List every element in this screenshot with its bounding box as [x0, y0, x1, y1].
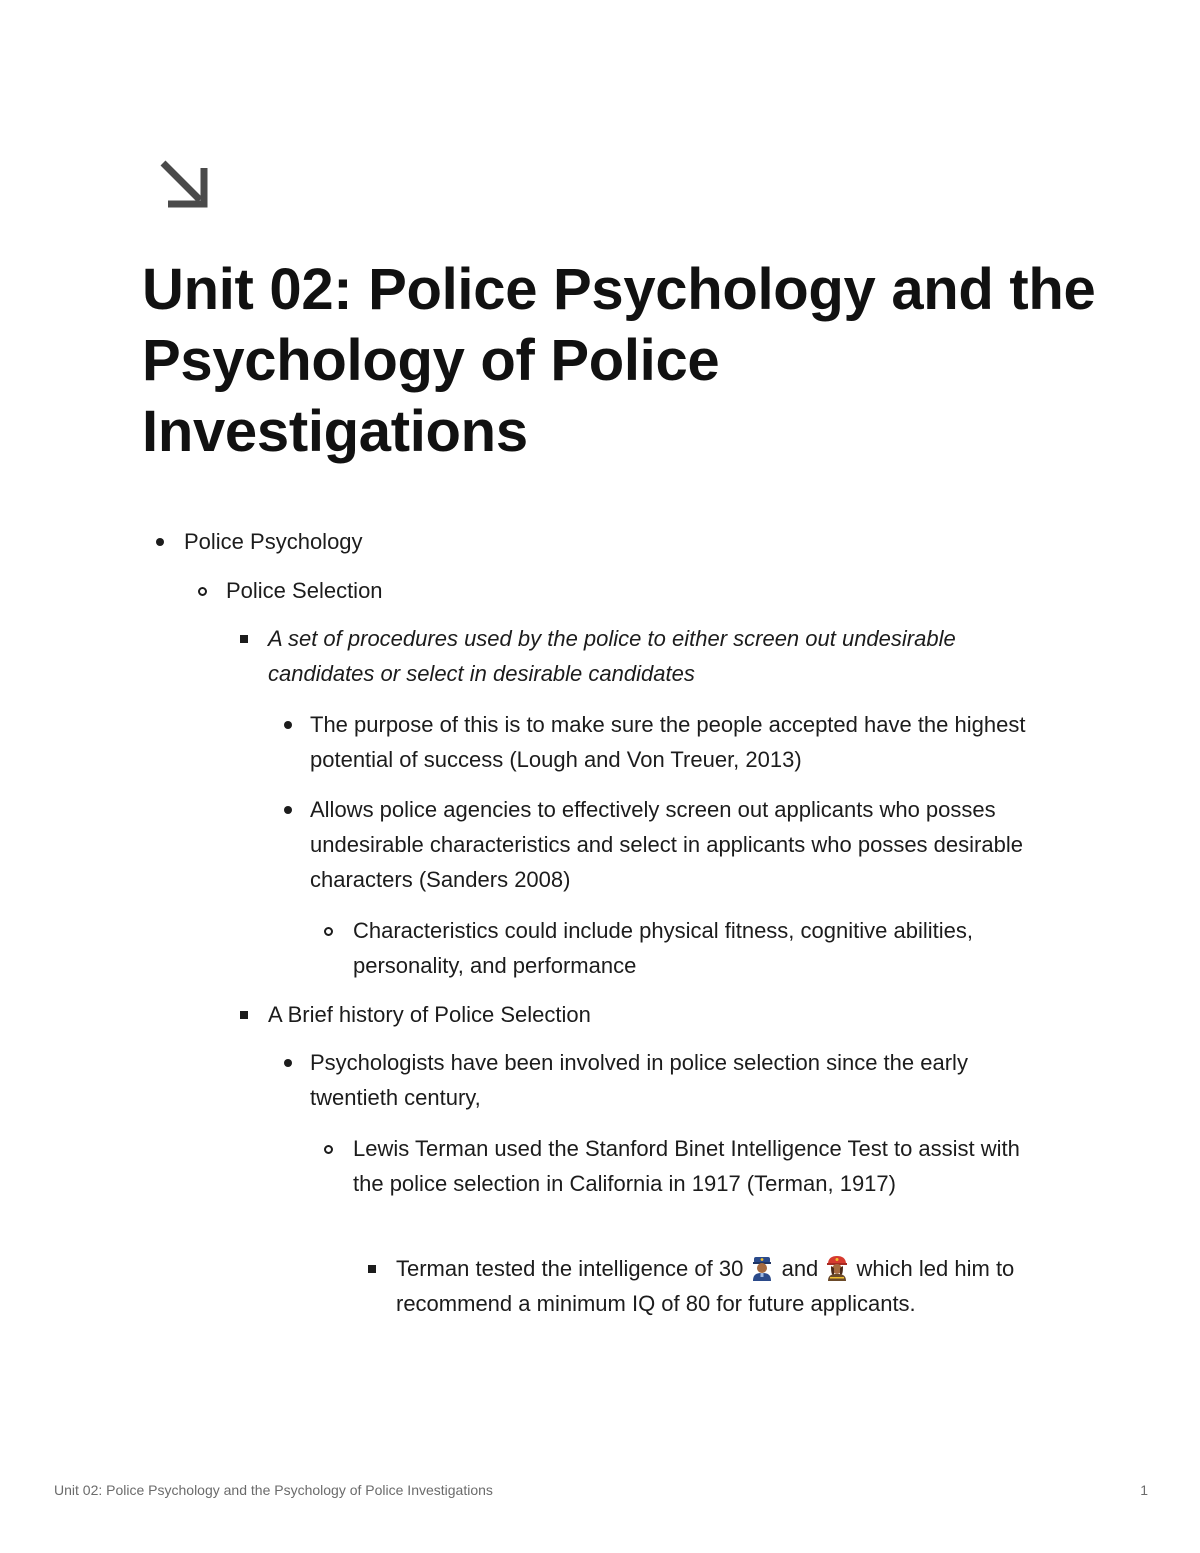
list-item-text [396, 1251, 1046, 1321]
circle-bullet [324, 927, 333, 936]
text-fragment: and [781, 1256, 819, 1281]
list-item-definition [268, 621, 1068, 691]
circle-bullet [198, 587, 207, 596]
page-title: Unit 02: Police Psychology and the Psychology of Police Investigations [142, 257, 1096, 464]
list-item-text: Characteristics could include physical fitness, cognitive abilities, personality, and performance [353, 918, 973, 978]
list-item-text: A Brief history of Police Selection [268, 1002, 591, 1027]
arrow-down-right-icon [156, 156, 212, 212]
list-item-text: Police Selection [226, 578, 383, 603]
list-item-text: The purpose of this is to make sure the people accepted have the highest potential of success (Lough and Von Treuer, 2013) [310, 712, 1026, 772]
square-bullet [240, 635, 248, 643]
list-item-allows [310, 792, 1050, 897]
circle-bullet [324, 1145, 333, 1154]
disc-bullet [284, 721, 292, 729]
list-item-psychologists [310, 1045, 1040, 1115]
disc-bullet [284, 1059, 292, 1067]
list-item-police-psychology [184, 524, 1064, 559]
list-item-text: Police Psychology [184, 529, 363, 554]
list-item-purpose [310, 707, 1060, 777]
police-officer-emoji [751, 1255, 773, 1281]
square-bullet [240, 1011, 248, 1019]
disc-bullet [156, 538, 164, 546]
list-item-text: A set of procedures used by the police to either screen out undesirable candidates or select in desirable candidates [268, 626, 956, 686]
list-item-history [268, 997, 1068, 1032]
footer-document-title: Unit 02: Police Psychology and the Psychology of Police Investigations [54, 1482, 493, 1498]
square-bullet [368, 1265, 376, 1273]
list-item-text: Psychologists have been involved in police selection since the early twentieth century, [310, 1050, 968, 1110]
list-item-terman [353, 1131, 1033, 1201]
list-item-text: Lewis Terman used the Stanford Binet Intelligence Test to assist with the police selection in California in 1917 (Terman, 1917) [353, 1136, 1020, 1196]
disc-bullet [284, 806, 292, 814]
list-item-police-selection [226, 573, 1066, 608]
text-fragment: Terman tested the intelligence of 30 [396, 1256, 744, 1281]
list-item-text: Allows police agencies to effectively screen out applicants who posses undesirable characteristics and select in applicants who posses desirable characters (Sanders 2008) [310, 797, 1023, 892]
firefighter-emoji [826, 1255, 848, 1281]
list-item-characteristics [353, 913, 1033, 983]
page-number: 1 [1140, 1482, 1148, 1498]
list-item-terman-tested [396, 1251, 1046, 1321]
text-fragment: which led him to recommend a minimum IQ of 80 for future applicants. [396, 1256, 1015, 1316]
